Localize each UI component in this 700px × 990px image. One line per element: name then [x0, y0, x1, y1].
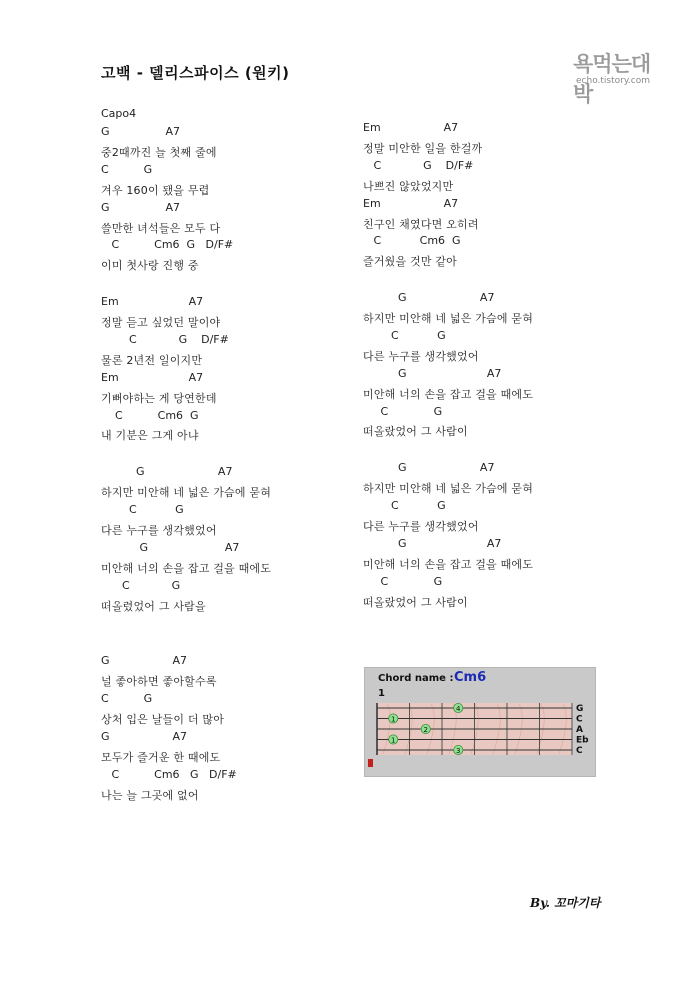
capo-label: Capo4	[101, 107, 137, 120]
fretboard-diagram	[365, 668, 595, 776]
lyric-line: 기뻐야하는 게 당연한데	[101, 391, 217, 405]
string-name-label: Eb	[576, 735, 589, 746]
lyric-line: 즐거웠을 것만 같아	[363, 255, 458, 269]
chord-line: G A7	[363, 461, 495, 475]
chord-line: Em A7	[101, 295, 204, 309]
chord-line: G A7	[101, 540, 240, 554]
chord-line: C G	[101, 162, 153, 176]
lyric-line: 중2때까진 늘 첫째 줄에	[101, 145, 217, 159]
lyric-line: 물론 2년전 일이지만	[101, 353, 203, 367]
lyric-line: 하지만 미안해 네 넓은 가슴에 묻혀	[363, 312, 534, 325]
song-title: 고백 - 델리스파이스 (원키)	[101, 64, 290, 82]
lyric-line: 정말 미안한 일을 한걸까	[363, 141, 483, 155]
chord-line: G A7	[363, 291, 495, 305]
blog-logo	[573, 48, 669, 106]
finger-number: 3	[456, 747, 461, 755]
lyric-line: 미안해 너의 손을 잡고 걸을 때에도	[363, 557, 534, 571]
chord-line: G A7	[101, 729, 187, 743]
lyric-line: 떠올렸었어 그 사람을	[101, 599, 206, 613]
lyric-line: 내 기분은 그게 아냐	[101, 429, 199, 443]
lyric-line: 겨우 160이 됐을 무렵	[101, 183, 210, 197]
chord-line: Em A7	[363, 121, 459, 134]
chord-line: G A7	[101, 125, 180, 138]
lyric-line: 미안해 너의 손을 잡고 걸을 때에도	[101, 561, 272, 575]
chord-line: G A7	[363, 536, 502, 550]
lyric-line: 하지만 미안해 네 넓은 가슴에 묻혀	[363, 482, 534, 496]
lyric-line: 다른 누구를 생각했었어	[363, 349, 479, 363]
lyric-line: 떠올랐었어 그 사람이	[363, 595, 468, 609]
chord-line: C G	[363, 328, 446, 342]
lyric-line: 다른 누구를 생각했었어	[363, 519, 479, 533]
chord-line: C G D/F#	[101, 332, 229, 346]
finger-number: 4	[456, 705, 461, 713]
chord-line: C G	[101, 692, 153, 705]
logo-text: 욕먹는대박	[573, 52, 651, 106]
lyric-line: 하지만 미안해 네 넓은 가슴에 묻혀	[101, 486, 272, 500]
logo-url: echo.tistory.com	[576, 76, 650, 86]
lyric-line: 미안해 너의 손을 잡고 걸을 때에도	[363, 387, 534, 401]
chord-line: C Cm6 G D/F#	[101, 767, 237, 781]
string-name-label: C	[576, 714, 583, 725]
lyric-line: 나쁘진 않았었지만	[363, 179, 454, 193]
lyric-line: 친구인 채였다면 오히려	[363, 217, 479, 231]
chord-line: C Cm6 G	[363, 234, 461, 248]
string-name-label: C	[576, 746, 583, 756]
chord-diagram-box	[364, 667, 596, 777]
finger-number: 1	[391, 736, 396, 745]
chord-line: Em A7	[363, 196, 459, 210]
string-name-label: A	[576, 725, 583, 735]
chord-name-value: Cm6	[454, 670, 487, 685]
chord-line: G A7	[363, 366, 502, 380]
lyric-line: 모두가 즐거운 한 때에도	[101, 750, 221, 764]
lyric-line: 상처 입은 날들이 더 많아	[101, 712, 225, 726]
lyric-line: 널 좋아하면 좋아할수록	[101, 675, 217, 689]
lyric-line: 이미 첫사랑 진행 중	[101, 259, 199, 273]
finger-number: 1	[391, 715, 396, 724]
finger-number: 2	[423, 726, 428, 734]
fret-marker-icon	[368, 759, 373, 767]
chord-line: G A7	[101, 200, 180, 214]
chord-line: C G	[363, 499, 446, 512]
chord-line: G A7	[101, 465, 233, 479]
chord-line: C G D/F#	[363, 158, 474, 172]
chord-line: G A7	[101, 654, 187, 668]
lyric-line: 나는 늘 그곳에 없어	[101, 788, 199, 802]
chord-line: C G	[363, 404, 443, 418]
lyric-line: 쓸만한 녀석들은 모두 다	[101, 221, 221, 235]
chord-line: Em A7	[101, 370, 204, 384]
string-name-label: G	[576, 704, 584, 714]
chord-line: C G	[363, 574, 443, 588]
author-byline: By. 꼬마기타	[530, 896, 601, 910]
start-fret-number: 1	[378, 688, 385, 699]
lyric-line: 다른 누구를 생각했었어	[101, 523, 217, 537]
chord-line: C Cm6 G D/F#	[101, 238, 234, 252]
chord-name-label: Chord name :	[378, 673, 454, 684]
chord-line: C G	[101, 578, 181, 592]
chord-line: C Cm6 G	[101, 408, 199, 422]
lyric-line: 정말 듣고 싶었던 말이야	[101, 316, 221, 329]
chord-line: C G	[101, 503, 184, 516]
lyric-line: 떠올랐었어 그 사람이	[363, 425, 468, 439]
